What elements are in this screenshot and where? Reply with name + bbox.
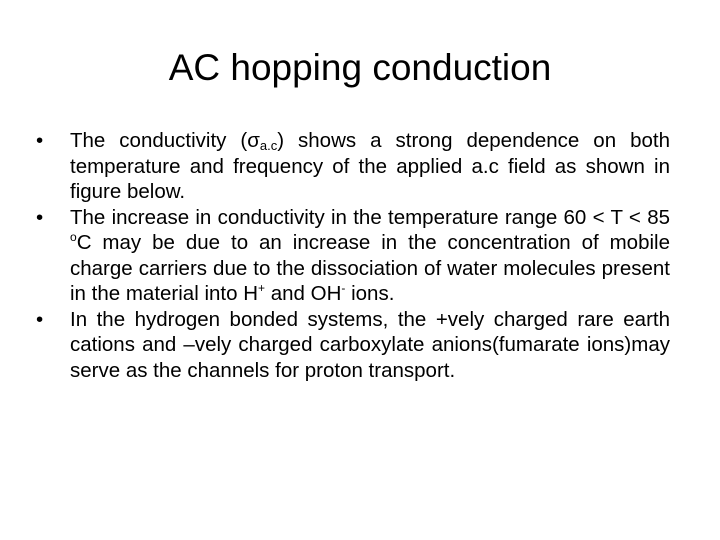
bullet-text: In the hydrogen bonded systems, the +vely charged rare earth cations and –vely charged carboxylate anions(fumarate ions)may serve as the channels for proton transport. bbox=[70, 307, 670, 382]
bullet-text: The increase in conductivity in the temperature range 60 < T < 85 $^o$C may be due to an increase in the concentration of mobile charge carriers due to the dissociation of water molecules present in the material into H+ and OH- ions. bbox=[70, 205, 670, 305]
bullet-dot-icon: • bbox=[36, 307, 44, 331]
subscript-ac: a.c bbox=[259, 138, 278, 153]
superscript-degree: o bbox=[70, 230, 77, 244]
bullet-text: The conductivity $(\sigma_{a.c})$ shows a strong dependence on both temperature and frequency of the applied a.c field as shown in figure below. bbox=[70, 129, 670, 203]
superscript-plus: + bbox=[258, 281, 266, 295]
bullet-temperature-range bbox=[36, 205, 670, 307]
bullet-conductivity bbox=[36, 128, 670, 205]
slide-title: AC hopping conduction bbox=[168, 47, 552, 88]
bullet-list bbox=[36, 128, 670, 383]
bullet-dot-icon: • bbox=[36, 129, 44, 152]
superscript-minus: - bbox=[341, 281, 346, 295]
bullet-dot-icon: • bbox=[36, 205, 44, 229]
bullet-hydrogen-bonded bbox=[36, 307, 670, 384]
